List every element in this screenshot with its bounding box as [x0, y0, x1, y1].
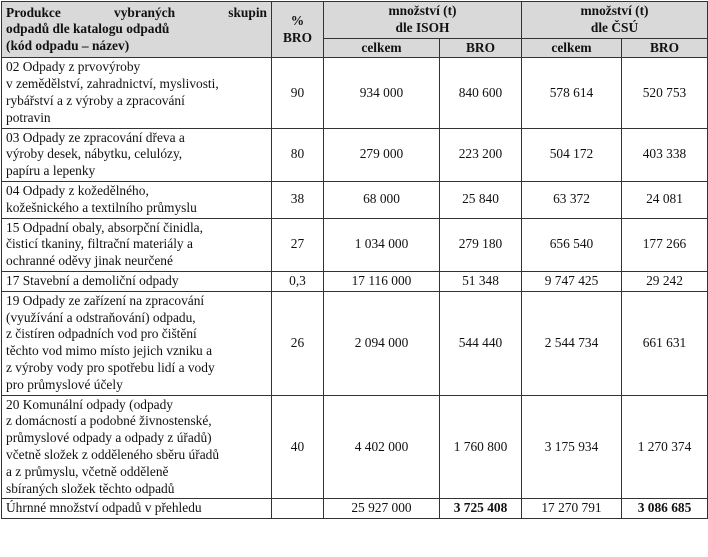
header-group-csu-line: dle ČSÚ [590, 19, 639, 35]
row-description-line: potravin [6, 109, 51, 125]
row-csu-total: 578 614 [522, 58, 622, 128]
row-description-line: kožešnického a textilního průmyslu [6, 199, 197, 215]
row-isoh-total: 17 116 000 [324, 271, 440, 291]
header-isoh-total: celkem [324, 38, 440, 58]
header-description [2, 2, 272, 58]
header-percent-line: BRO [282, 29, 313, 45]
row-isoh-bro: 279 180 [440, 218, 522, 271]
row-description [2, 58, 272, 128]
row-isoh-total: 934 000 [324, 58, 440, 128]
row-description [2, 291, 272, 395]
row-percent: 0,3 [272, 271, 324, 291]
total-csu-bro: 3 086 685 [622, 499, 708, 519]
row-description-line: čisticí tkaniny, filtrační materiály a [6, 236, 193, 252]
row-description-line: ochranné oděvy jinak neurčené [6, 253, 173, 269]
row-description [2, 128, 272, 181]
table-row [2, 395, 708, 499]
total-label: Úhrnné množství odpadů v přehledu [2, 499, 272, 519]
row-description-line: sbíraných složek těchto odpadů [6, 480, 175, 496]
header-group-csu-line: množství (t) [580, 3, 649, 18]
header-description-line: Produkce vybraných skupin [6, 4, 267, 20]
row-percent: 27 [272, 218, 324, 271]
total-isoh-bro: 3 725 408 [440, 499, 522, 519]
row-csu-bro: 24 081 [622, 181, 708, 218]
row-isoh-bro: 544 440 [440, 291, 522, 395]
header-description-line: (kód odpadu – název) [6, 38, 130, 54]
header-percent-line: % [290, 12, 305, 28]
row-isoh-total: 2 094 000 [324, 291, 440, 395]
total-percent [272, 499, 324, 519]
table-row [2, 181, 708, 218]
header-percent-bro [272, 2, 324, 58]
row-description-line: včetně složek z odděleného sběru úřadů [6, 446, 220, 462]
header-group-isoh [324, 2, 522, 39]
row-csu-bro: 29 242 [622, 271, 708, 291]
total-csu-total: 17 270 791 [522, 499, 622, 519]
row-description-line: (využívání a odstraňování) odpadu, [6, 309, 196, 325]
row-isoh-bro: 1 760 800 [440, 395, 522, 499]
row-isoh-total: 279 000 [324, 128, 440, 181]
header-description-line: odpadů dle katalogu odpadů [6, 21, 170, 37]
row-description-line: papíru a lepenky [6, 163, 96, 179]
row-isoh-total: 68 000 [324, 181, 440, 218]
row-csu-total: 504 172 [522, 128, 622, 181]
row-description-line: rybářství a z výroby a zpracování [6, 92, 185, 108]
table-row [2, 271, 708, 291]
row-percent: 26 [272, 291, 324, 395]
total-row [2, 499, 708, 519]
row-csu-total: 63 372 [522, 181, 622, 218]
row-description-line: z čistíren odpadních vod pro čištění [6, 326, 197, 342]
table-row [2, 58, 708, 128]
row-description [2, 395, 272, 499]
total-isoh-total: 25 927 000 [324, 499, 440, 519]
header-csu-total: celkem [522, 38, 622, 58]
waste-table [1, 1, 708, 519]
row-description-line: a z průmyslu, včetně odděleně [6, 463, 169, 479]
table-row [2, 128, 708, 181]
row-description [2, 181, 272, 218]
row-csu-bro: 1 270 374 [622, 395, 708, 499]
table-row [2, 291, 708, 395]
row-description [2, 271, 272, 291]
table-row [2, 218, 708, 271]
header-group-csu [522, 2, 708, 39]
row-isoh-total: 4 402 000 [324, 395, 440, 499]
row-description [2, 218, 272, 271]
row-csu-bro: 177 266 [622, 218, 708, 271]
header-group-isoh-line: množství (t) [388, 3, 457, 18]
row-description-line: 02 Odpady z prvovýroby [6, 59, 141, 75]
row-description-line: těchto vod mimo místo jejich vzniku a [6, 343, 213, 359]
row-description-line: průmyslové odpady a odpady z úřadů) [6, 430, 212, 446]
row-csu-bro: 520 753 [622, 58, 708, 128]
row-isoh-bro: 223 200 [440, 128, 522, 181]
row-percent: 80 [272, 128, 324, 181]
row-csu-total: 3 175 934 [522, 395, 622, 499]
row-description-line: z výroby vody pro spotřebu lidí a vody [6, 359, 215, 375]
row-description-line: 15 Odpadní obaly, absorpční činidla, [6, 219, 203, 235]
row-percent: 90 [272, 58, 324, 128]
row-description-line: 04 Odpady z kožedělného, [6, 182, 149, 198]
row-isoh-total: 1 034 000 [324, 218, 440, 271]
row-description-line: v zemědělství, zahradnictví, myslivosti, [6, 76, 219, 92]
row-percent: 38 [272, 181, 324, 218]
row-description-line: výroby desek, nábytku, celulózy, [6, 146, 183, 162]
header-csu-bro: BRO [622, 38, 708, 58]
row-description-line: z domácností a podobné živnostenské, [6, 413, 212, 429]
row-isoh-bro: 840 600 [440, 58, 522, 128]
header-isoh-bro: BRO [440, 38, 522, 58]
row-csu-total: 9 747 425 [522, 271, 622, 291]
row-csu-bro: 661 631 [622, 291, 708, 395]
row-csu-bro: 403 338 [622, 128, 708, 181]
row-description-line: 19 Odpady ze zařízení na zpracování [6, 292, 205, 308]
table-body [2, 58, 708, 519]
row-csu-total: 2 544 734 [522, 291, 622, 395]
row-description-line: 20 Komunální odpady (odpady [6, 396, 173, 412]
header-group-isoh-line: dle ISOH [395, 19, 450, 35]
row-description-line: 17 Stavební a demoliční odpady [6, 272, 179, 288]
row-csu-total: 656 540 [522, 218, 622, 271]
row-percent: 40 [272, 395, 324, 499]
table-header [2, 2, 708, 58]
row-description-line: pro průmyslové účely [6, 376, 123, 392]
row-description-line: 03 Odpady ze zpracování dřeva a [6, 129, 185, 145]
row-isoh-bro: 25 840 [440, 181, 522, 218]
row-isoh-bro: 51 348 [440, 271, 522, 291]
